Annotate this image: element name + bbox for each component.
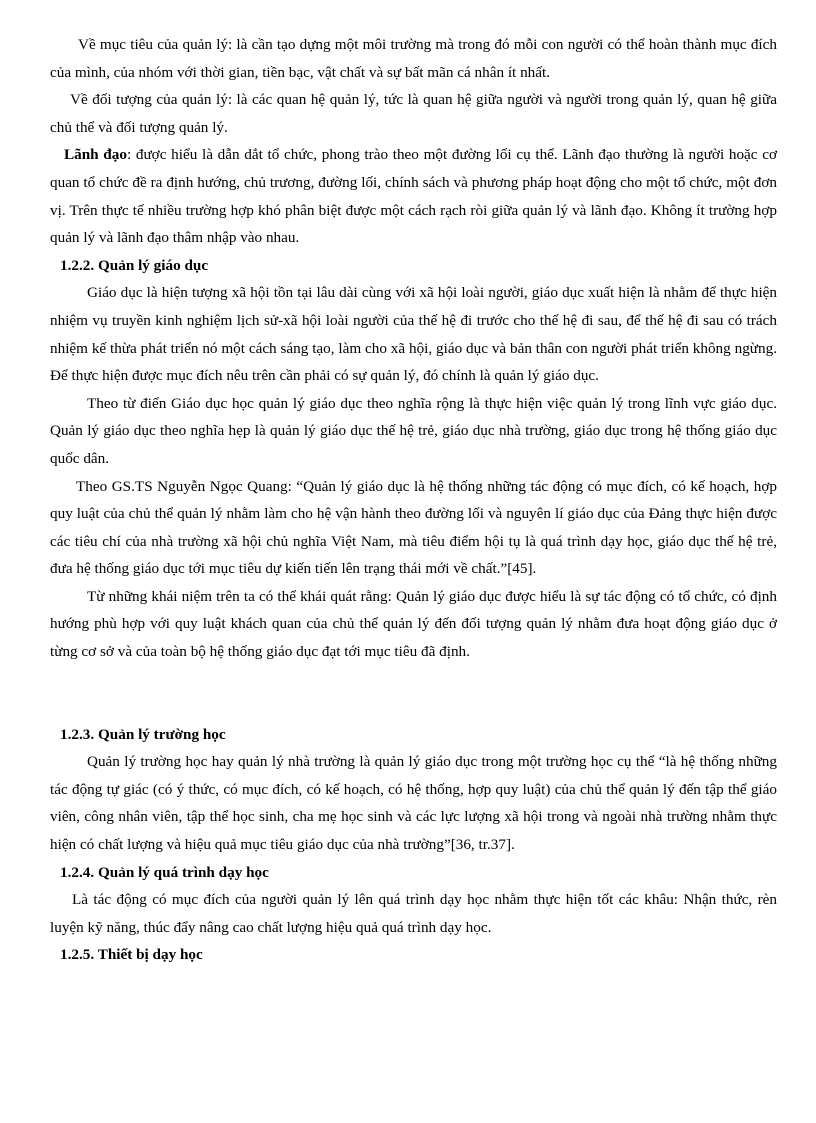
paragraph-management-object: Về đối tượng của quản lý: là các quan hệ quản lý, tức là quan hệ giữa người và người trong quản lý, quan hệ giữa chủ thể và đối tượng quản lý.	[50, 91, 777, 136]
section-heading-1-2-2: 1.2.2. Quản lý giáo dục	[60, 256, 209, 274]
paragraph-education-summary: Từ những khái niệm trên ta có thể khái quát rằng: Quản lý giáo dục được hiểu là sự tác động có tổ chức, có định hướng phù hợp với quy luật khách quan của chủ thể quản lý đến đối tượng quản lý nhằm đưa hoạt động giáo dục ở từng cơ sở và của toàn bộ hệ thống giáo dục đạt tới mục tiêu đã định.	[50, 587, 777, 661]
section-heading-1-2-4: 1.2.4. Quản lý quá trình dạy học	[60, 863, 269, 881]
paragraph-quote-nguyen-ngoc-quang: Theo GS.TS Nguyễn Ngọc Quang: “Quản lý giáo dục là hệ thống những tác động có mục đích, có kế hoạch, hợp quy luật của chủ thể quản lý nhằm làm cho hệ vận hành theo đường lối và nguyên lí giáo dục của Đảng thực hiện được các tiêu chí của nhà trường xã hội chủ nghĩa Việt Nam, mà tiêu điểm hội tụ là quá trình dạy học, giáo dục thế hệ trẻ, đưa hệ thống giáo dục tới mục tiêu dự kiến tiến lên trạng thái mới về chất.”[45].	[50, 477, 777, 578]
leadership-definition: : được hiểu là dẫn dắt tổ chức, phong trào theo một đường lối cụ thể. Lãnh đạo thường là người hoặc cơ quan tổ chức đề ra định hướng, chủ trương, đường lối, chính sách và phương pháp hoạt động cho một tổ chức, một đơn vị. Trên thực tế nhiều trường hợp khó phân biệt được một cách rạch ròi giữa quản lý và lãnh đạo. Không ít trường hợp quản lý và lãnh đạo thâm nhập vào nhau.	[50, 146, 777, 247]
blank-gap	[50, 666, 777, 721]
paragraph-school-management: Quản lý trường học hay quản lý nhà trường là quản lý giáo dục trong một trường học cụ thể “là hệ thống những tác động tự giác (có ý thức, có mục đích, có kế hoạch, có hệ thống, hợp quy luật) của chủ thể quản lý đến tập thể giáo viên, công nhân viên, tập thể học sinh, cha mẹ học sinh và các lực lượng xã hội trong và ngoài nhà trường nhằm thực hiện có chất lượng và hiệu quả mục tiêu giáo dục của nhà trường”[36, tr.37].	[50, 753, 777, 854]
paragraph-leadership	[50, 141, 777, 251]
paragraph-management-goal: Về mục tiêu của quản lý: là cần tạo dựng một môi trường mà trong đó mỗi con người có thể hoàn thành mục đích của mình, của nhóm với thời gian, tiền bạc, vật chất và sự bất mãn cá nhân ít nhất.	[50, 36, 777, 81]
leadership-term: Lãnh đạo	[64, 146, 127, 164]
section-heading-1-2-3: 1.2.3. Quản lý trường học	[60, 725, 226, 743]
paragraph-teaching-process: Là tác động có mục đích của người quản lý lên quá trình dạy học nhằm thực hiện tốt các khâu: Nhận thức, rèn luyện kỹ năng, thúc đẩy nâng cao chất lượng hiệu quả quá trình dạy học.	[50, 891, 777, 936]
section-heading-1-2-5: 1.2.5. Thiết bị dạy học	[60, 946, 203, 964]
paragraph-education-phenomenon: Giáo dục là hiện tượng xã hội tồn tại lâu dài cùng với xã hội loài người, giáo dục xuất hiện là nhằm để thực hiện nhiệm vụ truyền kinh nghiệm lịch sử-xã hội loài người của thế hệ đi trước cho thế hệ đi sau, để thế hệ đi sau có trách nhiệm kế thừa phát triển nó một cách sáng tạo, làm cho xã hội, giáo dục và bản thân con người phát triển không ngừng. Để thực hiện được mục đích nêu trên cần phải có sự quản lý, đó chính là quản lý giáo dục.	[50, 284, 777, 385]
document-page	[50, 31, 777, 969]
paragraph-education-dictionary: Theo từ điển Giáo dục học quản lý giáo dục theo nghĩa rộng là thực hiện việc quản lý trong lĩnh vực giáo dục. Quản lý giáo dục theo nghĩa hẹp là quản lý giáo dục thế hệ trẻ, giáo dục nhà trường, giáo dục trong hệ thống giáo dục quốc dân.	[50, 394, 777, 467]
